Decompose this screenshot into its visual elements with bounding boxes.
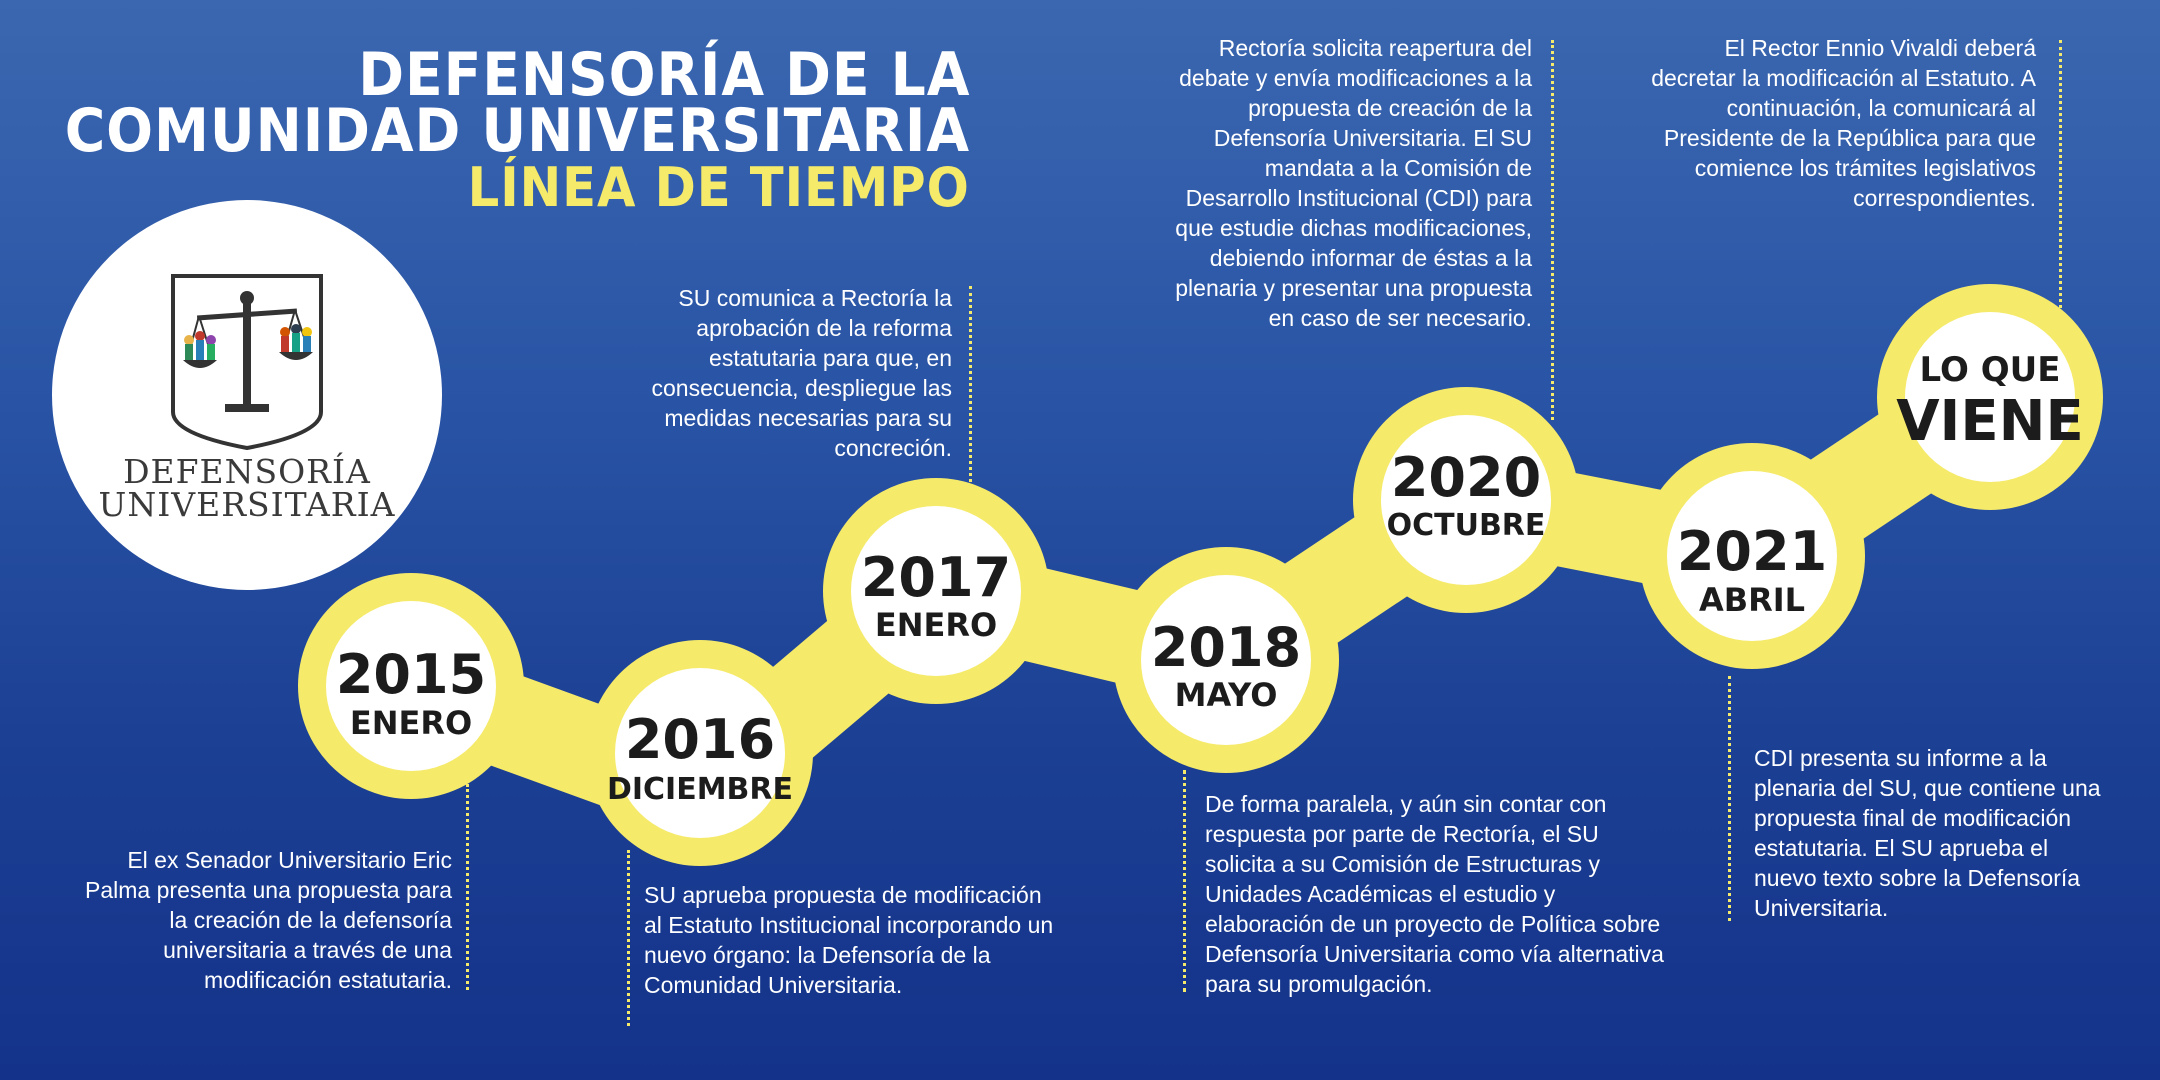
- milestone-node-2017: [823, 478, 1049, 704]
- connector-future: [2059, 40, 2062, 314]
- logo-text-line-2: UNIVERSITARIA: [98, 485, 396, 524]
- milestone-month: OCTUBRE: [1386, 508, 1546, 543]
- milestone-description-2017: SU comunica a Rectoría la aprobación de la reforma estatutaria para que, en consecuencia, despliegue las medidas necesarias para su concreción.: [651, 285, 952, 461]
- milestone-node-2015: [298, 573, 524, 799]
- milestone-year: 2017: [860, 546, 1012, 609]
- milestone-month: MAYO: [1174, 676, 1278, 714]
- connector-2015: [466, 784, 469, 990]
- milestone-month: ABRIL: [1698, 581, 1806, 619]
- connector-2016: [627, 850, 630, 1026]
- milestone-node-2018: [1113, 547, 1339, 773]
- connector-2020: [1551, 40, 1554, 420]
- milestone-node-2021: [1639, 443, 1865, 669]
- title-line-2: COMUNIDAD UNIVERSITARIA: [64, 96, 970, 166]
- milestone-year: 2020: [1390, 446, 1542, 509]
- milestone-node-future: [1877, 284, 2103, 510]
- milestone-description-future: El Rector Ennio Vivaldi deberá decretar la modificación al Estatuto. A continuación, la comunicará al Presidente de la República para que comience los trámites legislativos correspondientes.: [1651, 35, 2036, 211]
- milestone-year: 2018: [1150, 616, 1302, 679]
- milestone-node-2020: [1353, 387, 1579, 613]
- connector-2018: [1183, 770, 1186, 992]
- milestone-top-label: LO QUE: [1919, 350, 2061, 390]
- milestone-bottom-label: VIENE: [1896, 389, 2084, 454]
- connector-2021: [1728, 676, 1731, 921]
- milestone-description-2021: CDI presenta su informe a la plenaria del SU, que contiene una propuesta final de modificación estatutaria. El SU aprueba el nuevo texto sobre la Defensoría Universitaria.: [1754, 745, 2101, 921]
- milestone-description-2015: El ex Senador Universitario Eric Palma presenta una propuesta para la creación de la defensoría universitaria a través de una modificación estatutaria.: [85, 847, 452, 993]
- milestone-month: ENERO: [349, 704, 473, 742]
- milestone-description-2018: De forma paralela, y aún sin contar con respuesta por parte de Rectoría, el SU solicita a su Comisión de Estructuras y Unidades Académicas el estudio y elaboración de un proyecto de Política sobre Defensoría Universitaria como vía alternativa para su promulgación.: [1205, 791, 1664, 997]
- title-line-1: DEFENSORÍA DE LA: [357, 40, 970, 110]
- milestone-year: 2021: [1676, 520, 1828, 583]
- milestone-month: ENERO: [874, 606, 998, 644]
- milestone-year: 2016: [624, 708, 776, 771]
- milestone-year: 2015: [335, 643, 487, 706]
- milestone-description-2020: Rectoría solicita reapertura del debate y envía modificaciones a la propuesta de creación de la Defensoría Universitaria. El SU mandata a la Comisión de Desarrollo Institucional (CDI) para que estudie dichas modificaciones, debiendo informar de éstas a la plenaria y presentar una propuesta en caso de ser necesario.: [1175, 35, 1532, 331]
- milestone-description-2016: SU aprueba propuesta de modificación al Estatuto Institucional incorporando un nuevo órgano: la Defensoría de la Comunidad Universitaria.: [644, 882, 1054, 998]
- milestone-node-2016: [587, 640, 813, 866]
- subtitle: LÍNEA DE TIEMPO: [467, 156, 970, 219]
- milestone-month: DICIEMBRE: [606, 772, 794, 807]
- connector-2017: [969, 286, 972, 482]
- logo-text-line-1: DEFENSORÍA: [123, 452, 371, 491]
